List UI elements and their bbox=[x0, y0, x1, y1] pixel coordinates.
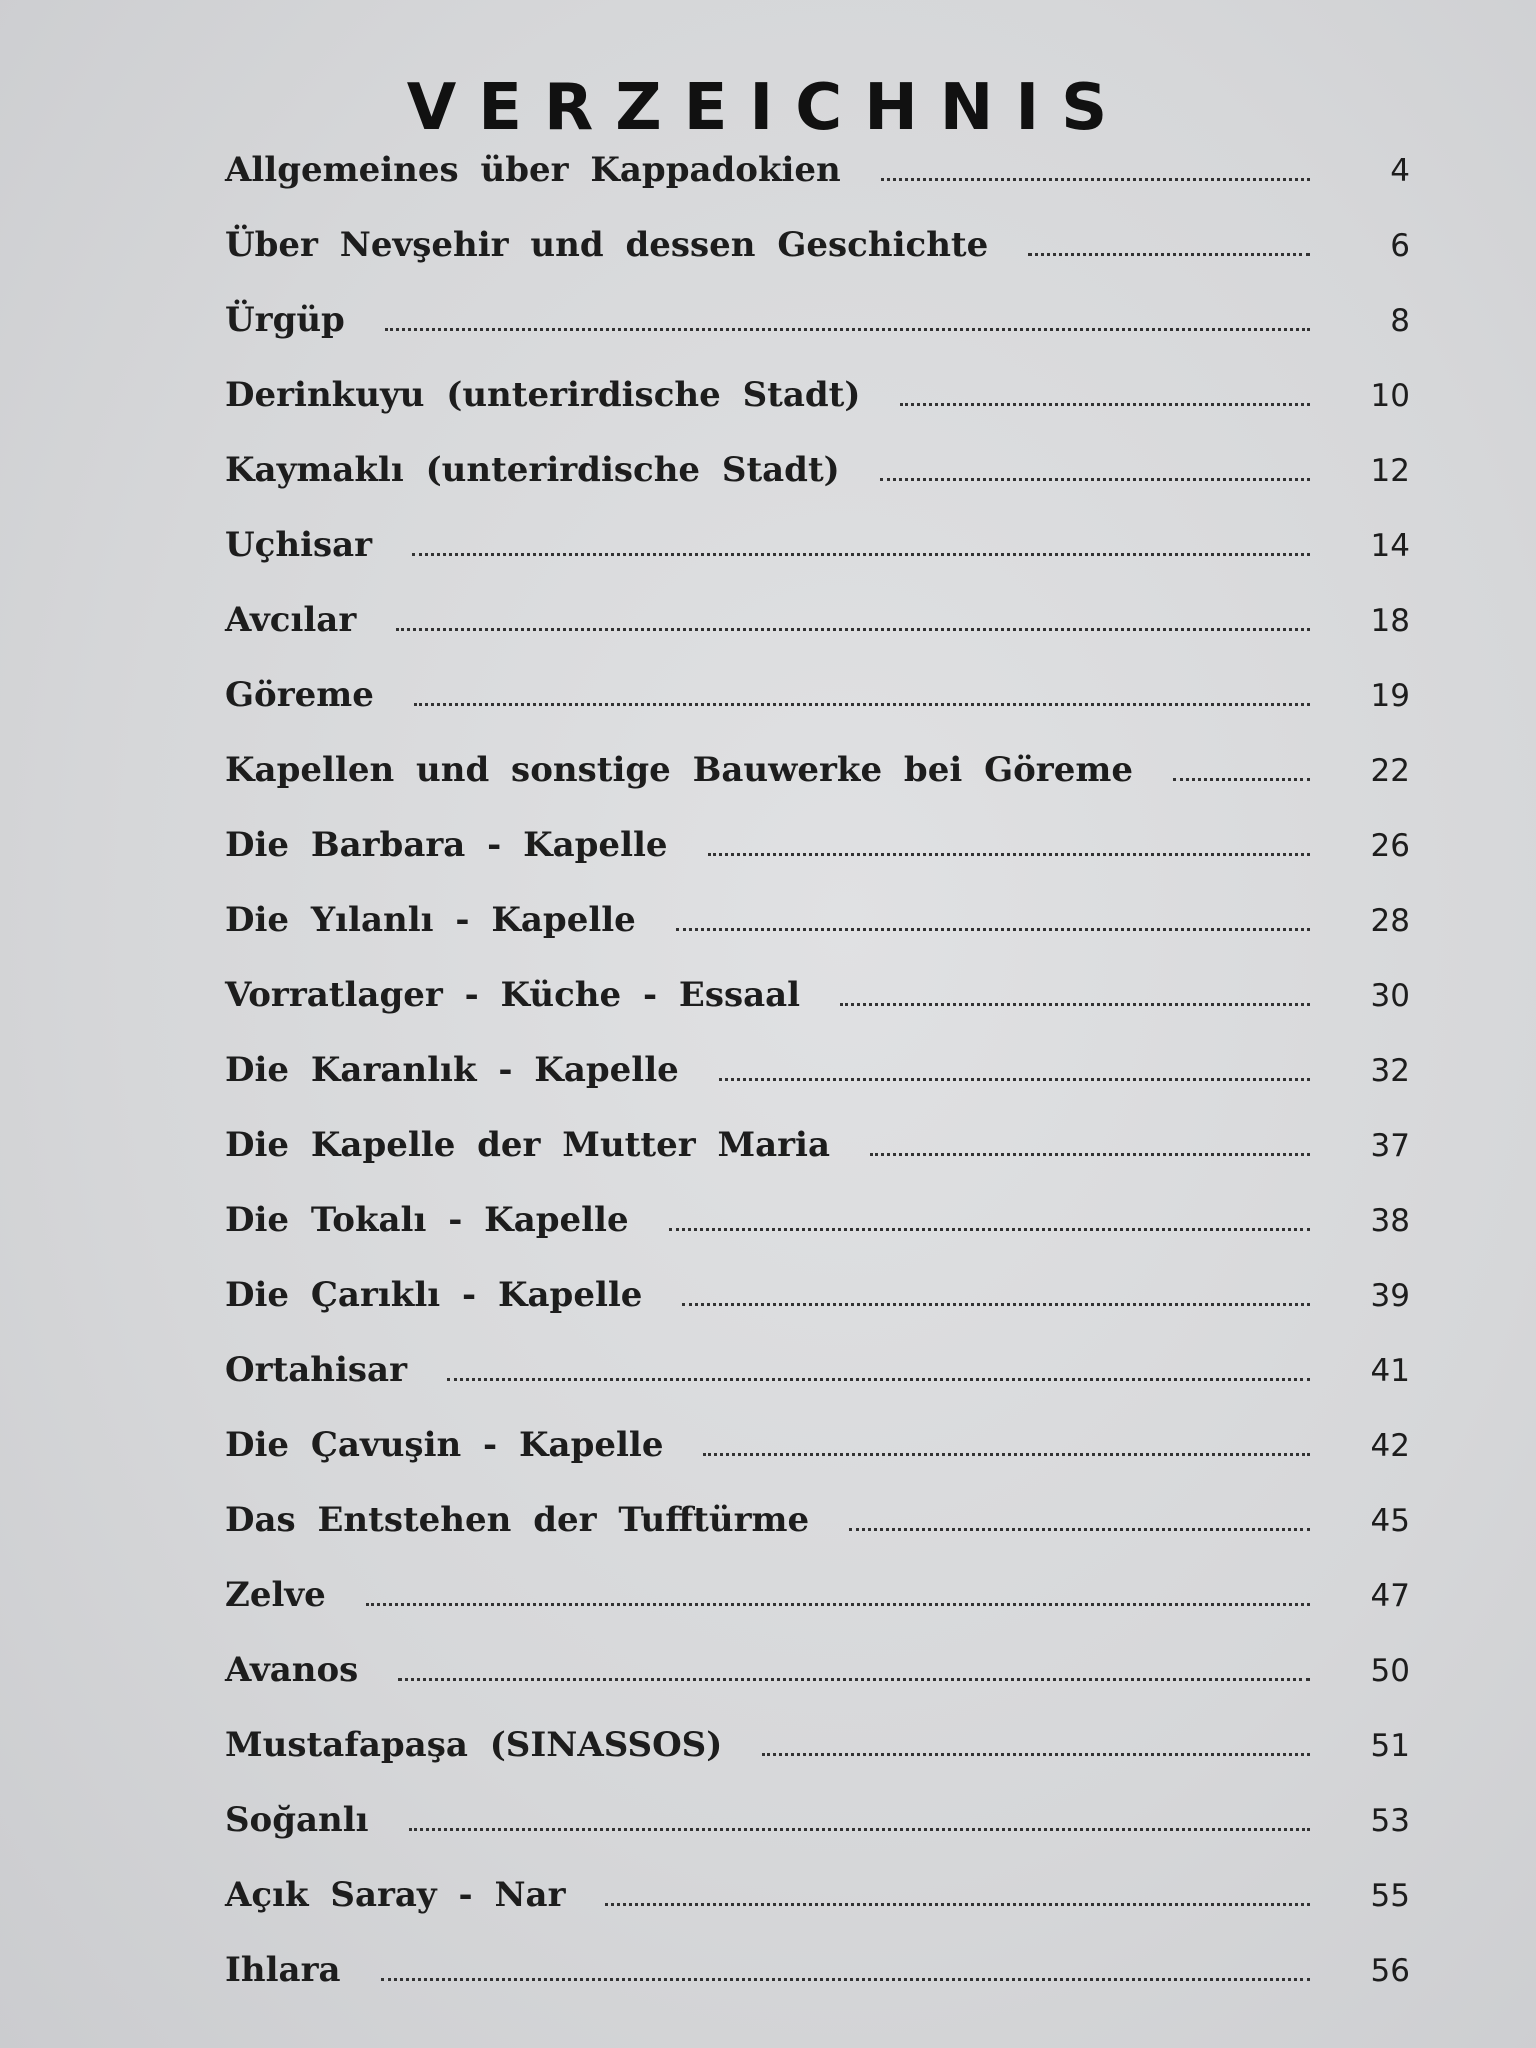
toc-entry-page-number: 26 bbox=[1370, 828, 1410, 864]
toc-entry-title: Mustafapaşa (SINASSOS) bbox=[225, 1725, 723, 1765]
toc-entry-page-number: 37 bbox=[1370, 1128, 1410, 1164]
toc-entry-title: Die Çarıklı - Kapelle bbox=[225, 1275, 643, 1315]
dot-leader bbox=[708, 853, 1310, 856]
toc-entry-page-number: 19 bbox=[1370, 678, 1410, 714]
toc-entry-page-number: 55 bbox=[1370, 1878, 1410, 1914]
toc-entry-page-number: 22 bbox=[1370, 753, 1410, 789]
dot-leader bbox=[605, 1903, 1310, 1906]
toc-entry-title: Ürgüp bbox=[225, 300, 345, 340]
toc-entry-page-number: 6 bbox=[1390, 228, 1410, 264]
toc-entry-title: Die Çavuşin - Kapelle bbox=[225, 1425, 664, 1465]
toc-entry bbox=[225, 225, 1410, 300]
dot-leader bbox=[840, 1003, 1310, 1006]
toc-entry bbox=[225, 1650, 1410, 1725]
dot-leader bbox=[682, 1303, 1310, 1306]
toc-entry-page-number: 53 bbox=[1370, 1803, 1410, 1839]
toc-entry-title: Über Nevşehir und dessen Geschichte bbox=[225, 225, 989, 265]
toc-entry-title: Die Yılanlı - Kapelle bbox=[225, 900, 636, 940]
toc-entry-title: Avcılar bbox=[225, 600, 357, 640]
toc-entry-title: Die Tokalı - Kapelle bbox=[225, 1200, 629, 1240]
toc-entry-page-number: 45 bbox=[1370, 1503, 1410, 1539]
toc-entry-page-number: 38 bbox=[1370, 1203, 1410, 1239]
dot-leader bbox=[447, 1378, 1310, 1381]
dot-leader bbox=[398, 1678, 1310, 1681]
toc-entry bbox=[225, 1575, 1410, 1650]
dot-leader bbox=[870, 1153, 1310, 1156]
dot-leader bbox=[849, 1528, 1310, 1531]
toc-entry bbox=[225, 1950, 1410, 2025]
table-of-contents bbox=[225, 150, 1410, 2025]
toc-entry-title: Ortahisar bbox=[225, 1350, 407, 1390]
toc-entry-page-number: 32 bbox=[1370, 1053, 1410, 1089]
dot-leader bbox=[412, 553, 1310, 556]
toc-entry-page-number: 42 bbox=[1370, 1428, 1410, 1464]
toc-entry bbox=[225, 1275, 1410, 1350]
dot-leader bbox=[880, 478, 1310, 481]
toc-entry-page-number: 8 bbox=[1390, 303, 1410, 339]
dot-leader bbox=[762, 1753, 1310, 1756]
toc-entry bbox=[225, 975, 1410, 1050]
toc-entry-page-number: 18 bbox=[1370, 603, 1410, 639]
toc-entry bbox=[225, 900, 1410, 975]
toc-entry bbox=[225, 300, 1410, 375]
toc-entry-page-number: 12 bbox=[1370, 453, 1410, 489]
toc-entry-title: Kapellen und sonstige Bauwerke bei Göreme bbox=[225, 750, 1133, 790]
dot-leader bbox=[396, 628, 1310, 631]
toc-entry bbox=[225, 150, 1410, 225]
toc-entry-page-number: 4 bbox=[1390, 153, 1410, 189]
toc-entry-page-number: 28 bbox=[1370, 903, 1410, 939]
toc-entry bbox=[225, 1350, 1410, 1425]
toc-entry bbox=[225, 750, 1410, 825]
toc-entry-title: Vorratlager - Küche - Essaal bbox=[225, 975, 801, 1015]
dot-leader bbox=[366, 1603, 1310, 1606]
toc-entry-page-number: 30 bbox=[1370, 978, 1410, 1014]
toc-entry bbox=[225, 1725, 1410, 1800]
toc-entry-title: Derinkuyu (unterirdische Stadt) bbox=[225, 375, 861, 415]
toc-entry-title: Avanos bbox=[225, 1650, 359, 1690]
toc-entry bbox=[225, 1500, 1410, 1575]
toc-entry-page-number: 41 bbox=[1370, 1353, 1410, 1389]
dot-leader bbox=[669, 1228, 1310, 1231]
toc-entry bbox=[225, 1875, 1410, 1950]
dot-leader bbox=[900, 403, 1310, 406]
toc-entry-title: Kaymaklı (unterirdische Stadt) bbox=[225, 450, 840, 490]
toc-entry bbox=[225, 825, 1410, 900]
toc-entry-title: Soğanlı bbox=[225, 1800, 369, 1840]
toc-entry-title: Göreme bbox=[225, 675, 374, 715]
toc-entry bbox=[225, 450, 1410, 525]
dot-leader bbox=[414, 703, 1310, 706]
dot-leader bbox=[1028, 253, 1310, 256]
dot-leader bbox=[1173, 778, 1310, 781]
toc-entry-title: Die Barbara - Kapelle bbox=[225, 825, 668, 865]
toc-entry-page-number: 51 bbox=[1370, 1728, 1410, 1764]
dot-leader bbox=[381, 1978, 1310, 1981]
dot-leader bbox=[881, 178, 1310, 181]
dot-leader bbox=[676, 928, 1310, 931]
toc-entry-title: Allgemeines über Kappadokien bbox=[225, 150, 841, 190]
dot-leader bbox=[703, 1453, 1310, 1456]
toc-entry bbox=[225, 675, 1410, 750]
toc-entry-title: Uçhisar bbox=[225, 525, 373, 565]
toc-entry-title: Das Entstehen der Tufftürme bbox=[225, 1500, 810, 1540]
toc-entry-title: Açık Saray - Nar bbox=[225, 1875, 566, 1915]
toc-entry bbox=[225, 1425, 1410, 1500]
toc-entry bbox=[225, 1800, 1410, 1875]
toc-entry-page-number: 47 bbox=[1370, 1578, 1410, 1614]
toc-entry-title: Die Karanlık - Kapelle bbox=[225, 1050, 679, 1090]
toc-entry-page-number: 50 bbox=[1370, 1653, 1410, 1689]
toc-entry-title: Ihlara bbox=[225, 1950, 341, 1990]
dot-leader bbox=[719, 1078, 1310, 1081]
toc-entry bbox=[225, 1050, 1410, 1125]
page-title: VERZEICHNIS bbox=[406, 70, 1130, 145]
toc-entry bbox=[225, 1125, 1410, 1200]
toc-entry-title: Zelve bbox=[225, 1575, 326, 1615]
toc-entry bbox=[225, 1200, 1410, 1275]
toc-entry-page-number: 10 bbox=[1370, 378, 1410, 414]
dot-leader bbox=[385, 328, 1310, 331]
toc-entry-title: Die Kapelle der Mutter Maria bbox=[225, 1125, 830, 1165]
toc-entry bbox=[225, 525, 1410, 600]
dot-leader bbox=[409, 1828, 1310, 1831]
toc-entry bbox=[225, 375, 1410, 450]
toc-entry bbox=[225, 600, 1410, 675]
toc-entry-page-number: 39 bbox=[1370, 1278, 1410, 1314]
toc-entry-page-number: 56 bbox=[1370, 1953, 1410, 1989]
toc-entry-page-number: 14 bbox=[1370, 528, 1410, 564]
